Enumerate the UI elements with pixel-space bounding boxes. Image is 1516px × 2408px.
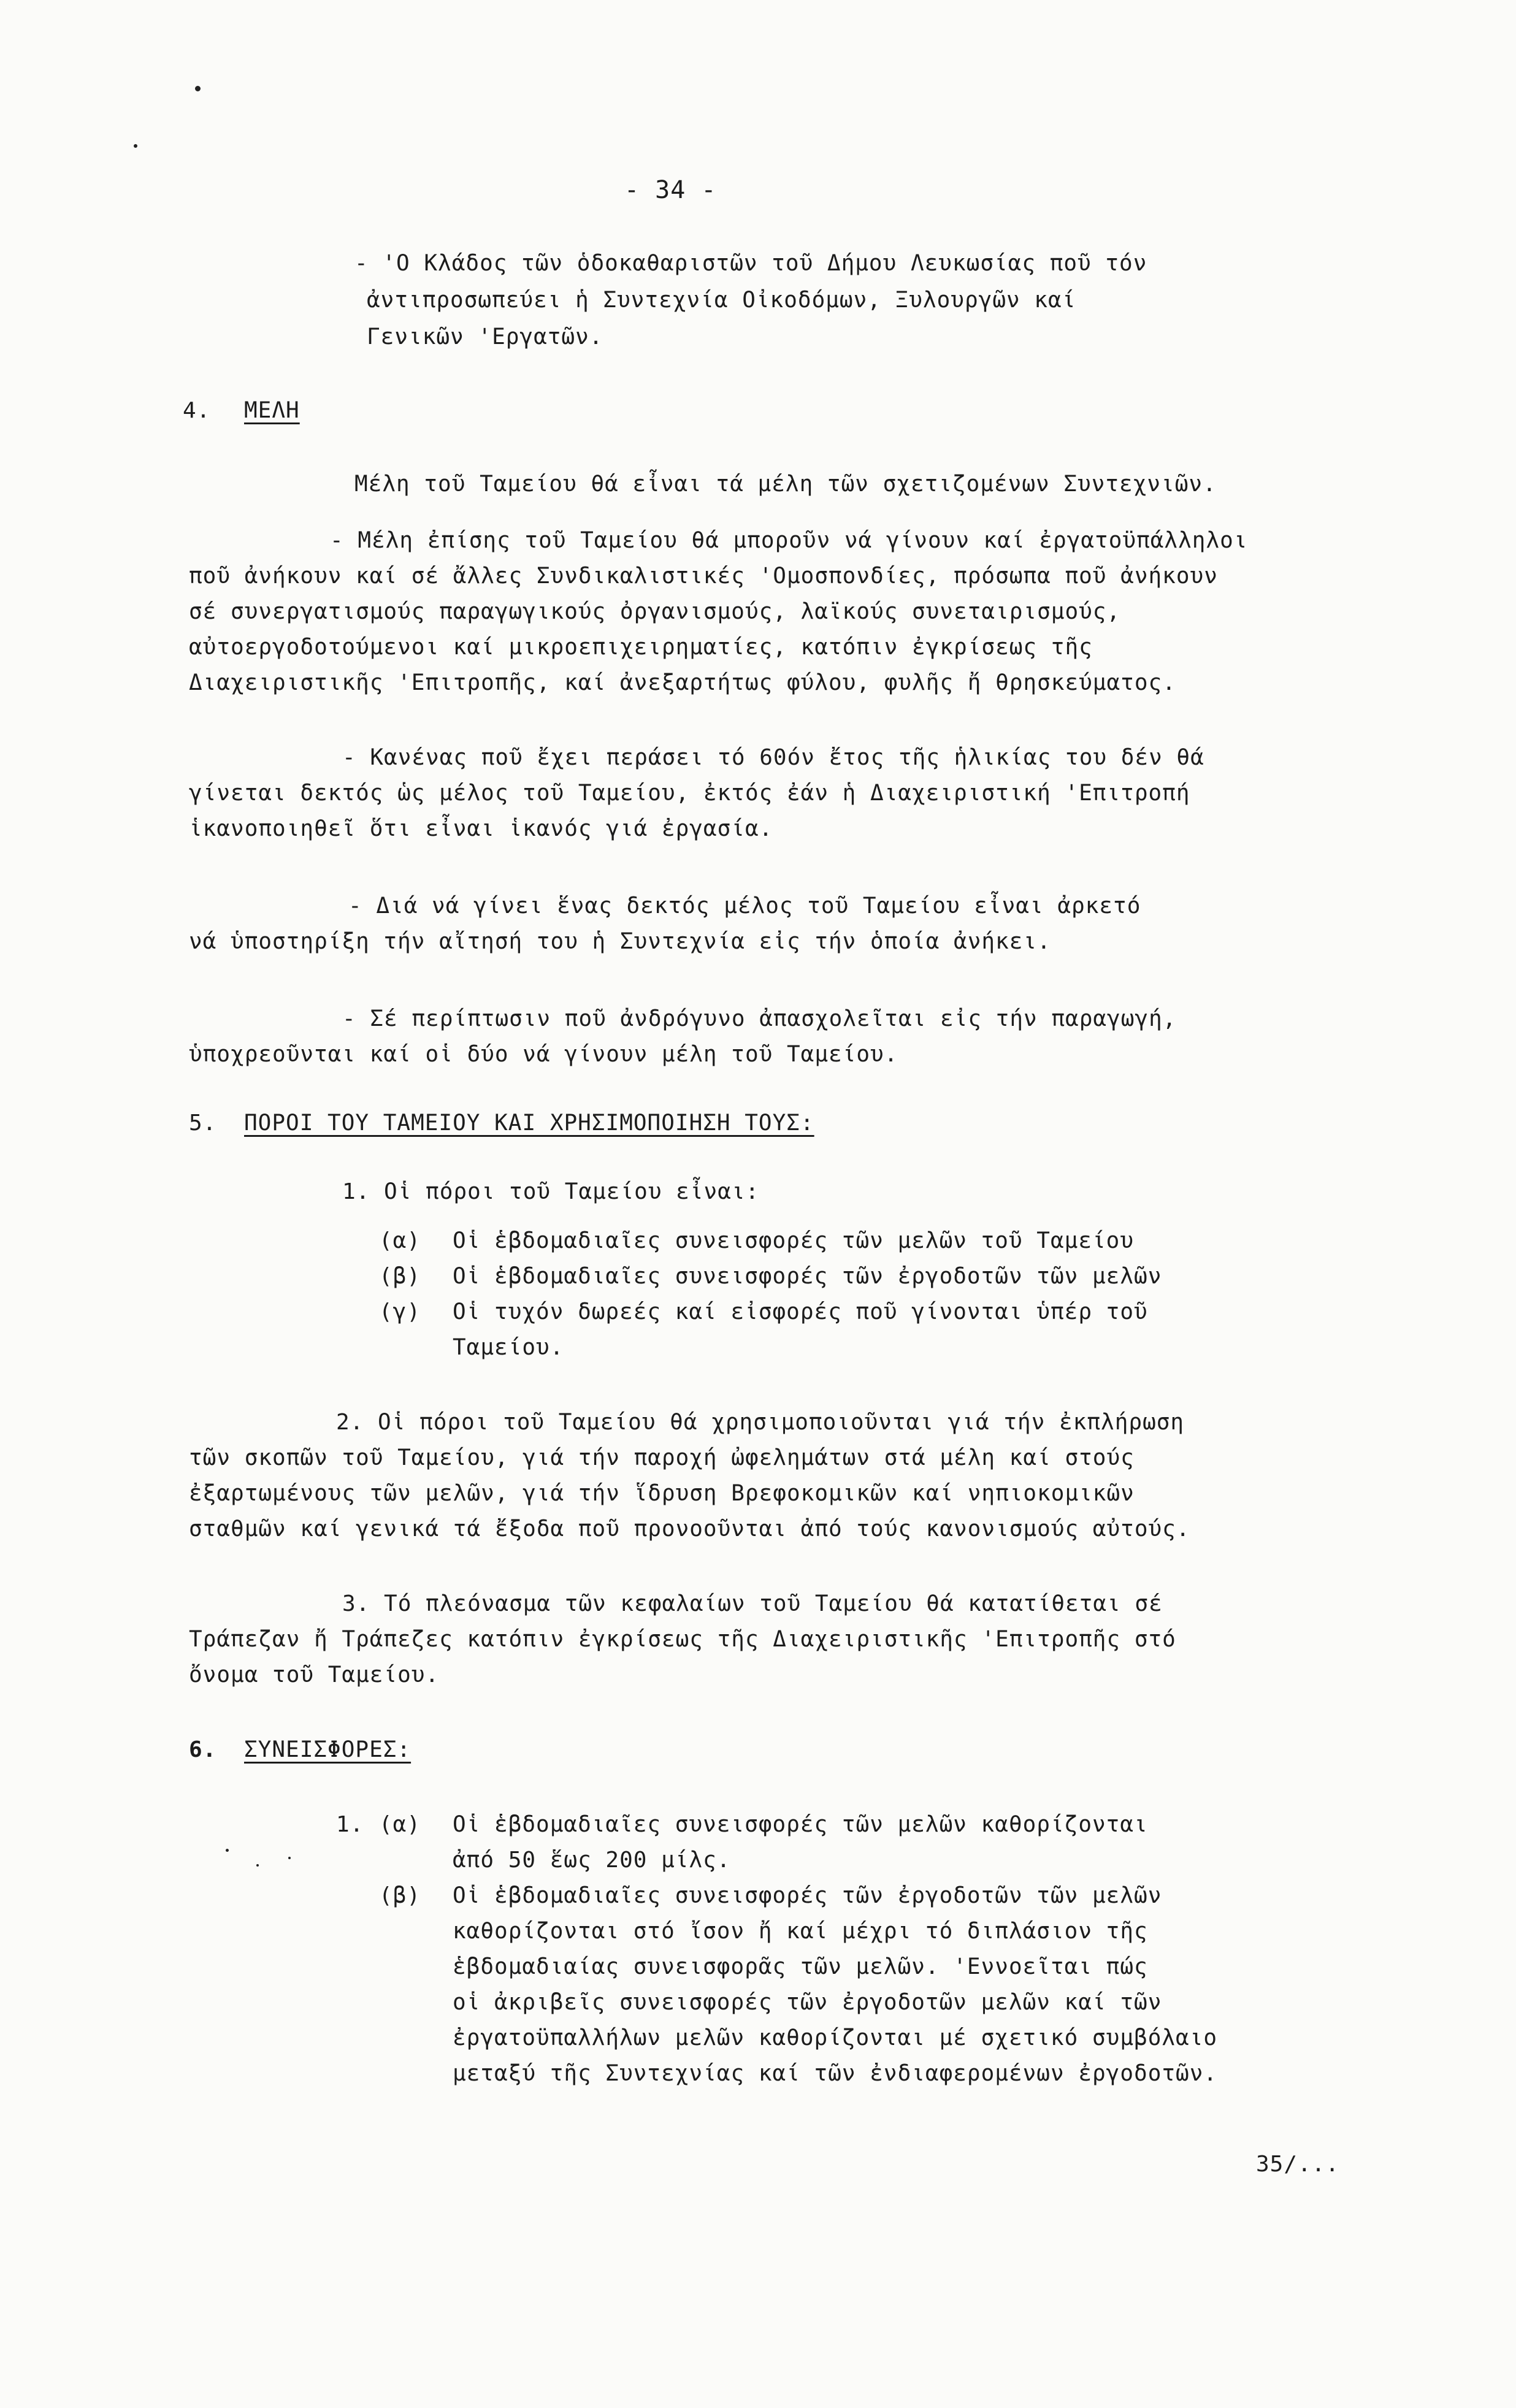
scan-speck	[256, 1864, 259, 1867]
intro-line: ἀντιπροσωπεύει ἡ Συντεχνία Οἰκοδόμων, Ξυλουργῶν καί	[367, 288, 1076, 313]
section-4-paragraph: ποῦ ἀνήκουν καί σέ ἄλλες Συνδικαλιστικές 'Ομοσπονδίες, πρόσωπα ποῦ ἀνήκουν	[189, 564, 1218, 589]
section-4-paragraph: Διαχειριστικῆς 'Επιτροπῆς, καί ἀνεξαρτήτως φύλου, φυλῆς ἤ θρησκεύματος.	[189, 670, 1176, 695]
list-label: (β)	[379, 1883, 421, 1908]
section-6-number: 6.	[189, 1737, 217, 1762]
list-text: Οἱ ἑβδομαδιαῖες συνεισφορές τῶν μελῶν καθορίζονται	[453, 1812, 1148, 1837]
continuation-marker: 35/...	[1256, 2152, 1340, 2177]
section-4-paragraph: σέ συνεργατισμούς παραγωγικούς ὀργανισμούς, λαϊκούς συνεταιρισμούς,	[189, 599, 1121, 624]
scan-speck	[195, 86, 201, 91]
list-text: ἐργατοϋπαλλήλων μελῶν καθορίζονται μέ σχετικό συμβόλαιο	[453, 2025, 1218, 2051]
list-item	[379, 1258, 1162, 1295]
section-4-paragraph: ὑποχρεοῦνται καί οἱ δύο νά γίνουν μέλη τοῦ Ταμείου.	[189, 1042, 898, 1067]
list-text: Οἱ ἑβδομαδιαῖες συνεισφορές τῶν ἐργοδοτῶν τῶν μελῶν	[453, 1883, 1162, 1908]
section-4-paragraph: Μέλη τοῦ Ταμείου θά εἶναι τά μέλη τῶν σχετιζομένων Συντεχνιῶν.	[354, 472, 1217, 497]
section-5-item-2: τῶν σκοπῶν τοῦ Ταμείου, γιά τήν παροχή ὠφελημάτων στά μέλη καί στούς	[189, 1445, 1135, 1470]
list-text: Οἱ τυχόν δωρεές καί εἰσφορές ποῦ γίνονται ὑπέρ τοῦ	[453, 1299, 1148, 1324]
scan-speck	[288, 1857, 291, 1859]
list-label: (α)	[379, 1228, 421, 1253]
section-5-item-3: 3. Τό πλεόνασμα τῶν κεφαλαίων τοῦ Ταμείου θά κατατίθεται σέ	[342, 1591, 1163, 1616]
list-text: ἀπό 50 ἕως 200 μίλς.	[453, 1848, 731, 1873]
section-5-item-1: 1. Οἱ πόροι τοῦ Ταμείου εἶναι:	[342, 1179, 760, 1204]
section-6-item-number: 1.	[336, 1812, 364, 1837]
section-5-item-3: Τράπεζαν ἤ Τράπεζες κατόπιν ἐγκρίσεως τῆς Διαχειριστικῆς 'Επιτροπῆς στό	[189, 1627, 1176, 1652]
intro-line: Γενικῶν 'Εργατῶν.	[367, 324, 603, 350]
section-4-paragraph: - Κανένας ποῦ ἔχει περάσει τό 60όν ἔτος τῆς ἡλικίας του δέν θά	[342, 745, 1204, 770]
section-4-title: ΜΕΛΗ	[244, 398, 300, 423]
section-5-number: 5.	[189, 1110, 217, 1136]
list-item	[379, 1223, 1134, 1259]
section-5-item-2: ἐξαρτωμένους τῶν μελῶν, γιά τήν ἵδρυση Βρεφοκομικῶν καί νηπιοκομικῶν	[189, 1481, 1135, 1506]
page-number: - 34 -	[624, 176, 717, 204]
scan-speck	[134, 144, 137, 148]
list-label: (α)	[379, 1812, 421, 1837]
list-item	[379, 1878, 1162, 1914]
section-4-paragraph: αὐτοεργοδοτούμενοι καί μικροεπιχειρηματίες, κατόπιν ἐγκρίσεως τῆς	[189, 635, 1093, 660]
section-4-paragraph: γίνεται δεκτός ὡς μέλος τοῦ Ταμείου, ἐκτός ἐάν ἡ Διαχειριστική 'Επιτροπή	[189, 781, 1190, 806]
list-text: Ταμείου.	[453, 1335, 564, 1360]
list-text: Οἱ ἑβδομαδιαῖες συνεισφορές τῶν μελῶν τοῦ Ταμείου	[453, 1228, 1135, 1253]
list-text: μεταξύ τῆς Συντεχνίας καί τῶν ἐνδιαφερομένων ἐργοδοτῶν.	[453, 2061, 1218, 2086]
list-text: καθορίζονται στό ἴσον ἤ καί μέχρι τό διπλάσιον τῆς	[453, 1919, 1148, 1944]
section-4-paragraph: - Μέλη ἐπίσης τοῦ Ταμείου θά μποροῦν νά γίνουν καί ἐργατοϋπάλληλοι	[330, 528, 1248, 553]
section-5-item-3: ὄνομα τοῦ Ταμείου.	[189, 1662, 440, 1688]
section-5-item-2: σταθμῶν καί γενικά τά ἔξοδα ποῦ προνοοῦνται ἀπό τούς κανονισμούς αὐτούς.	[189, 1516, 1190, 1542]
section-6-title: ΣΥΝΕΙΣΦΟΡΕΣ:	[244, 1737, 412, 1762]
list-label: (β)	[379, 1264, 421, 1289]
list-label: (γ)	[379, 1299, 421, 1324]
section-4-paragraph: ἱκανοποιηθεῖ ὅτι εἶναι ἱκανός γιά ἐργασία.	[189, 816, 773, 841]
list-text: οἱ ἀκριβεῖς συνεισφορές τῶν ἐργοδοτῶν μελῶν καί τῶν	[453, 1990, 1162, 2015]
list-item	[379, 1294, 1148, 1331]
section-4-paragraph: - Διά νά γίνει ἕνας δεκτός μέλος τοῦ Ταμείου εἶναι ἀρκετό	[348, 893, 1141, 919]
section-4-paragraph: - Σέ περίπτωσιν ποῦ ἀνδρόγυνο ἀπασχολεῖται εἰς τήν παραγωγή,	[342, 1006, 1177, 1031]
scan-speck	[226, 1849, 229, 1852]
section-4-paragraph: νά ὑποστηρίξη τήν αἴτησή του ἡ Συντεχνία εἰς τήν ὁποία ἀνήκει.	[189, 929, 1051, 954]
section-4-number: 4.	[183, 398, 211, 423]
list-item	[379, 1806, 1148, 1843]
list-text: Οἱ ἑβδομαδιαῖες συνεισφορές τῶν ἐργοδοτῶν τῶν μελῶν	[453, 1264, 1162, 1289]
section-5-title: ΠΟΡΟΙ ΤΟΥ ΤΑΜΕΙΟΥ ΚΑΙ ΧΡΗΣΙΜΟΠΟΙΗΣΗ ΤΟΥΣ:	[244, 1110, 814, 1136]
intro-line: - 'Ο Κλάδος τῶν ὁδοκαθαριστῶν τοῦ Δήμου Λευκωσίας ποῦ τόν	[354, 251, 1147, 276]
section-5-item-2: 2. Οἱ πόροι τοῦ Ταμείου θά χρησιμοποιοῦνται γιά τήν ἐκπλήρωση	[336, 1410, 1185, 1435]
list-text: ἑβδομαδιαίας συνεισφορᾶς τῶν μελῶν. 'Εννοεῖται πώς	[453, 1954, 1148, 1979]
